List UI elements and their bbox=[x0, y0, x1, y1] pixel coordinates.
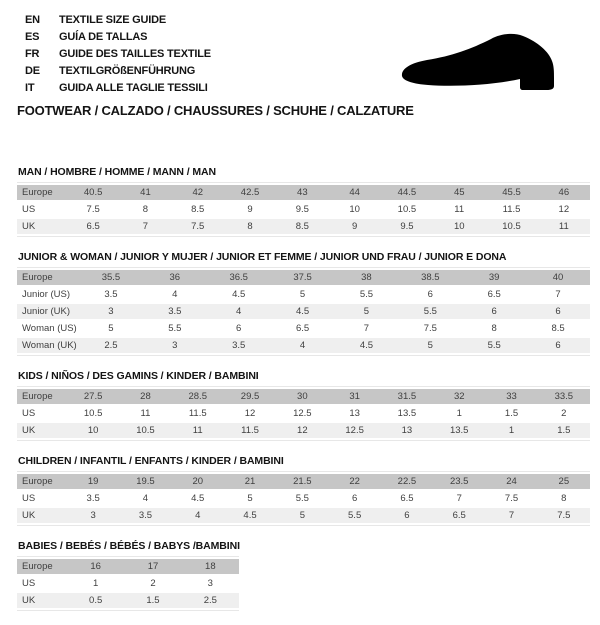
size-cell: 33.5 bbox=[554, 391, 574, 402]
size-cell: 6 bbox=[236, 323, 242, 334]
table-row bbox=[17, 287, 590, 302]
language-list bbox=[25, 12, 211, 97]
size-cell: 10.5 bbox=[136, 425, 155, 436]
size-cell: 3.5 bbox=[168, 306, 182, 317]
row-label-cell: US bbox=[22, 578, 36, 589]
row-label-cell: UK bbox=[22, 221, 36, 232]
size-table bbox=[17, 386, 590, 441]
size-cell: 28 bbox=[140, 391, 151, 402]
size-cell: 7 bbox=[555, 289, 561, 300]
size-cell: 4 bbox=[299, 340, 306, 351]
row-label-cell: UK bbox=[22, 595, 36, 606]
size-cell: 39 bbox=[488, 272, 500, 283]
size-cell: 8.5 bbox=[551, 323, 565, 334]
size-cell: 7 bbox=[456, 493, 462, 504]
size-cell: 5.5 bbox=[487, 340, 501, 351]
language-code: EN bbox=[25, 14, 40, 26]
section-title: KIDS / NIÑOS / DES GAMINS / KINDER / BAMBINI bbox=[18, 370, 259, 382]
row-label-cell: Woman (US) bbox=[22, 323, 77, 334]
size-cell: 6 bbox=[555, 340, 561, 351]
size-cell: 9 bbox=[247, 204, 253, 215]
row-label-cell: UK bbox=[22, 425, 36, 436]
size-cell: 31 bbox=[349, 391, 360, 402]
size-cell: 11 bbox=[454, 204, 465, 215]
table-row bbox=[17, 576, 239, 591]
size-table-section bbox=[17, 455, 590, 526]
size-cell: 24 bbox=[506, 476, 517, 487]
size-cell: 3 bbox=[172, 340, 178, 351]
size-cell: 22 bbox=[349, 476, 360, 487]
size-cell: 11 bbox=[140, 408, 151, 419]
table-row bbox=[17, 304, 590, 319]
size-cell: 2 bbox=[561, 408, 567, 419]
size-cell: 13 bbox=[349, 408, 360, 419]
size-cell: 17 bbox=[147, 561, 159, 572]
size-table-section bbox=[17, 540, 590, 611]
size-cell: 10.5 bbox=[397, 204, 417, 215]
size-cell: 2 bbox=[150, 578, 156, 589]
size-cell: 10 bbox=[453, 221, 465, 232]
size-table bbox=[17, 182, 590, 237]
size-cell: 3.5 bbox=[86, 493, 100, 504]
size-cell: 23.5 bbox=[449, 476, 469, 487]
size-cell: 32 bbox=[453, 391, 465, 402]
size-cell: 30 bbox=[297, 391, 308, 402]
size-cell: 8.5 bbox=[295, 221, 309, 232]
row-label-cell: Europe bbox=[22, 561, 53, 572]
size-cell: 6 bbox=[351, 493, 358, 504]
size-cell: 5 bbox=[108, 323, 114, 334]
size-cell: 10.5 bbox=[502, 221, 521, 232]
size-cell: 4.5 bbox=[243, 510, 257, 521]
size-cell: 1 bbox=[93, 578, 99, 589]
size-cell: 3.5 bbox=[138, 510, 153, 521]
size-cell: 21 bbox=[244, 476, 256, 487]
row-label-cell: US bbox=[22, 493, 36, 504]
dress-shoe-icon bbox=[397, 31, 575, 93]
language-code: DE bbox=[25, 65, 40, 77]
size-cell: 9 bbox=[351, 221, 358, 232]
size-cell: 13 bbox=[401, 425, 413, 436]
size-cell: 6 bbox=[491, 306, 497, 317]
size-cell: 19.5 bbox=[136, 476, 155, 487]
table-row bbox=[17, 559, 239, 574]
size-cell: 4 bbox=[236, 306, 242, 317]
size-cell: 33 bbox=[506, 391, 517, 402]
size-cell: 7.5 bbox=[504, 493, 519, 504]
size-cell: 8.5 bbox=[191, 204, 205, 215]
size-table-section bbox=[17, 370, 590, 441]
size-cell: 10 bbox=[349, 204, 360, 215]
size-table bbox=[17, 471, 590, 526]
table-row bbox=[17, 491, 590, 506]
size-cell: 12.5 bbox=[345, 425, 364, 436]
size-cell: 42 bbox=[192, 187, 204, 198]
size-cell: 6.5 bbox=[400, 493, 414, 504]
size-cell: 7.5 bbox=[423, 323, 437, 334]
size-cell: 19 bbox=[87, 476, 99, 487]
size-table-section bbox=[17, 166, 590, 237]
language-code: FR bbox=[25, 48, 40, 60]
language-row bbox=[25, 29, 211, 46]
section-title: MAN / HOMBRE / HOMME / MANN / MAN bbox=[18, 166, 216, 178]
size-cell: 11 bbox=[558, 221, 569, 232]
size-cell: 6.5 bbox=[452, 510, 466, 521]
language-label: TEXTILE SIZE GUIDE bbox=[59, 14, 167, 26]
size-cell: 10 bbox=[87, 425, 99, 436]
size-cell: 11.5 bbox=[188, 408, 207, 419]
language-code: ES bbox=[25, 31, 40, 43]
size-cell: 3 bbox=[207, 578, 213, 589]
size-cell: 10.5 bbox=[83, 408, 103, 419]
language-label: GUIDE DES TAILLES TEXTILE bbox=[59, 48, 211, 60]
language-row bbox=[25, 12, 211, 29]
size-cell: 11.5 bbox=[241, 425, 259, 436]
size-cell: 9.5 bbox=[400, 221, 414, 232]
language-row bbox=[25, 80, 211, 97]
size-cell: 5.5 bbox=[168, 323, 182, 334]
size-cell: 37.5 bbox=[293, 272, 312, 283]
language-row bbox=[25, 46, 211, 63]
size-cell: 4.5 bbox=[359, 340, 374, 351]
size-cell: 5 bbox=[299, 510, 305, 521]
size-cell: 21.5 bbox=[293, 476, 312, 487]
size-cell: 7 bbox=[363, 323, 370, 334]
size-cell: 2.5 bbox=[203, 595, 217, 606]
row-label-cell: Europe bbox=[22, 272, 53, 283]
table-row bbox=[17, 593, 239, 608]
row-label-cell: Europe bbox=[22, 476, 53, 487]
size-cell: 8 bbox=[561, 493, 567, 504]
size-table bbox=[17, 556, 239, 611]
size-cell: 4.5 bbox=[191, 493, 205, 504]
size-cell: 5 bbox=[299, 289, 306, 300]
size-cell: 1.5 bbox=[146, 595, 160, 606]
size-cell: 5.5 bbox=[295, 493, 309, 504]
size-cell: 6 bbox=[404, 510, 410, 521]
row-label-cell: UK bbox=[22, 510, 36, 521]
size-cell: 42.5 bbox=[240, 187, 260, 198]
size-cell: 46 bbox=[558, 187, 570, 198]
row-label-cell: Junior (US) bbox=[22, 289, 71, 300]
size-cell: 7 bbox=[508, 510, 515, 521]
size-cell: 6 bbox=[427, 289, 433, 300]
size-cell: 5.5 bbox=[423, 306, 437, 317]
row-label-cell: Junior (UK) bbox=[22, 306, 71, 317]
size-cell: 5 bbox=[247, 493, 253, 504]
size-cell: 5.5 bbox=[348, 510, 362, 521]
size-cell: 5.5 bbox=[359, 289, 374, 300]
size-cell: 38 bbox=[361, 272, 372, 283]
size-cell: 13.5 bbox=[397, 408, 417, 419]
size-cell: 1.5 bbox=[504, 408, 519, 419]
table-row bbox=[17, 202, 590, 217]
size-cell: 5 bbox=[427, 340, 433, 351]
size-cell: 38.5 bbox=[421, 272, 440, 283]
section-title: BABIES / BEBÉS / BÉBÉS / BABYS /BAMBINI bbox=[18, 540, 240, 552]
category-banner-title: FOOTWEAR / CALZADO / CHAUSSURES / SCHUHE / CALZATURE bbox=[17, 103, 414, 118]
row-label-cell: Europe bbox=[22, 187, 53, 198]
row-label-cell: US bbox=[22, 408, 36, 419]
size-cell: 7.5 bbox=[191, 221, 205, 232]
size-cell: 11 bbox=[192, 425, 203, 436]
size-cell: 25 bbox=[558, 476, 570, 487]
size-cell: 29.5 bbox=[240, 391, 260, 402]
table-row bbox=[17, 508, 590, 523]
size-cell: 4 bbox=[195, 510, 201, 521]
size-cell: 45.5 bbox=[502, 187, 521, 198]
size-cell: 7.5 bbox=[557, 510, 571, 521]
row-label-cell: Europe bbox=[22, 391, 53, 402]
language-label: GUÍA DE TALLAS bbox=[59, 31, 148, 43]
language-row bbox=[25, 63, 211, 80]
size-cell: 43 bbox=[297, 187, 308, 198]
size-cell: 11.5 bbox=[502, 204, 521, 215]
language-label: TEXTILGRÖßENFÜHRUNG bbox=[59, 65, 196, 77]
section-title: JUNIOR & WOMAN / JUNIOR Y MUJER / JUNIOR ET FEMME / JUNIOR UND FRAU / JUNIOR E DONA bbox=[18, 251, 507, 263]
size-cell: 8 bbox=[142, 204, 149, 215]
size-cell: 4.5 bbox=[232, 289, 246, 300]
size-cell: 12 bbox=[297, 425, 308, 436]
size-cell: 5 bbox=[363, 306, 370, 317]
table-row bbox=[17, 406, 590, 421]
language-code: IT bbox=[25, 82, 35, 94]
table-row bbox=[17, 389, 590, 404]
size-cell: 12.5 bbox=[293, 408, 312, 419]
size-cell: 3 bbox=[90, 510, 96, 521]
size-cell: 1.5 bbox=[557, 425, 571, 436]
size-cell: 44 bbox=[349, 187, 360, 198]
table-row bbox=[17, 474, 590, 489]
size-cell: 8 bbox=[491, 323, 497, 334]
size-cell: 6 bbox=[555, 306, 561, 317]
table-row bbox=[17, 270, 590, 285]
size-cell: 40 bbox=[552, 272, 564, 283]
size-cell: 36.5 bbox=[229, 272, 248, 283]
size-cell: 27.5 bbox=[83, 391, 103, 402]
size-cell: 6.5 bbox=[86, 221, 100, 232]
language-label: GUIDA ALLE TAGLIE TESSILI bbox=[59, 82, 208, 94]
size-cell: 1 bbox=[456, 408, 462, 419]
size-cell: 8 bbox=[247, 221, 253, 232]
size-tables bbox=[17, 166, 590, 625]
size-cell: 9.5 bbox=[295, 204, 309, 215]
size-cell: 4 bbox=[142, 493, 149, 504]
size-cell: 40.5 bbox=[83, 187, 103, 198]
size-cell: 2.5 bbox=[104, 340, 118, 351]
size-cell: 13.5 bbox=[449, 425, 469, 436]
size-cell: 28.5 bbox=[188, 391, 207, 402]
size-cell: 7 bbox=[142, 221, 149, 232]
size-table-section bbox=[17, 251, 590, 356]
section-title: CHILDREN / INFANTIL / ENFANTS / KINDER / BAMBINI bbox=[18, 455, 284, 467]
size-cell: 31.5 bbox=[397, 391, 417, 402]
size-cell: 4.5 bbox=[295, 306, 310, 317]
size-cell: 45 bbox=[453, 187, 465, 198]
size-cell: 16 bbox=[90, 561, 101, 572]
size-cell: 12 bbox=[244, 408, 256, 419]
size-cell: 3.5 bbox=[232, 340, 246, 351]
size-cell: 0.5 bbox=[89, 595, 103, 606]
size-cell: 1 bbox=[508, 425, 515, 436]
size-cell: 6.5 bbox=[295, 323, 310, 334]
size-cell: 12 bbox=[558, 204, 570, 215]
row-label-cell: Woman (UK) bbox=[22, 340, 77, 351]
size-cell: 7.5 bbox=[86, 204, 100, 215]
size-cell: 6.5 bbox=[487, 289, 501, 300]
table-row bbox=[17, 185, 590, 200]
table-row bbox=[17, 423, 590, 438]
size-cell: 41 bbox=[140, 187, 151, 198]
row-label-cell: US bbox=[22, 204, 36, 215]
table-row bbox=[17, 321, 590, 336]
size-cell: 35.5 bbox=[101, 272, 121, 283]
size-cell: 20 bbox=[192, 476, 204, 487]
size-cell: 44.5 bbox=[397, 187, 417, 198]
size-cell: 3.5 bbox=[104, 289, 118, 300]
size-cell: 3 bbox=[108, 306, 114, 317]
size-cell: 22.5 bbox=[397, 476, 417, 487]
size-cell: 18 bbox=[205, 561, 216, 572]
table-row bbox=[17, 338, 590, 353]
size-cell: 4 bbox=[172, 289, 178, 300]
size-table bbox=[17, 267, 590, 356]
size-cell: 36 bbox=[169, 272, 181, 283]
table-row bbox=[17, 219, 590, 234]
